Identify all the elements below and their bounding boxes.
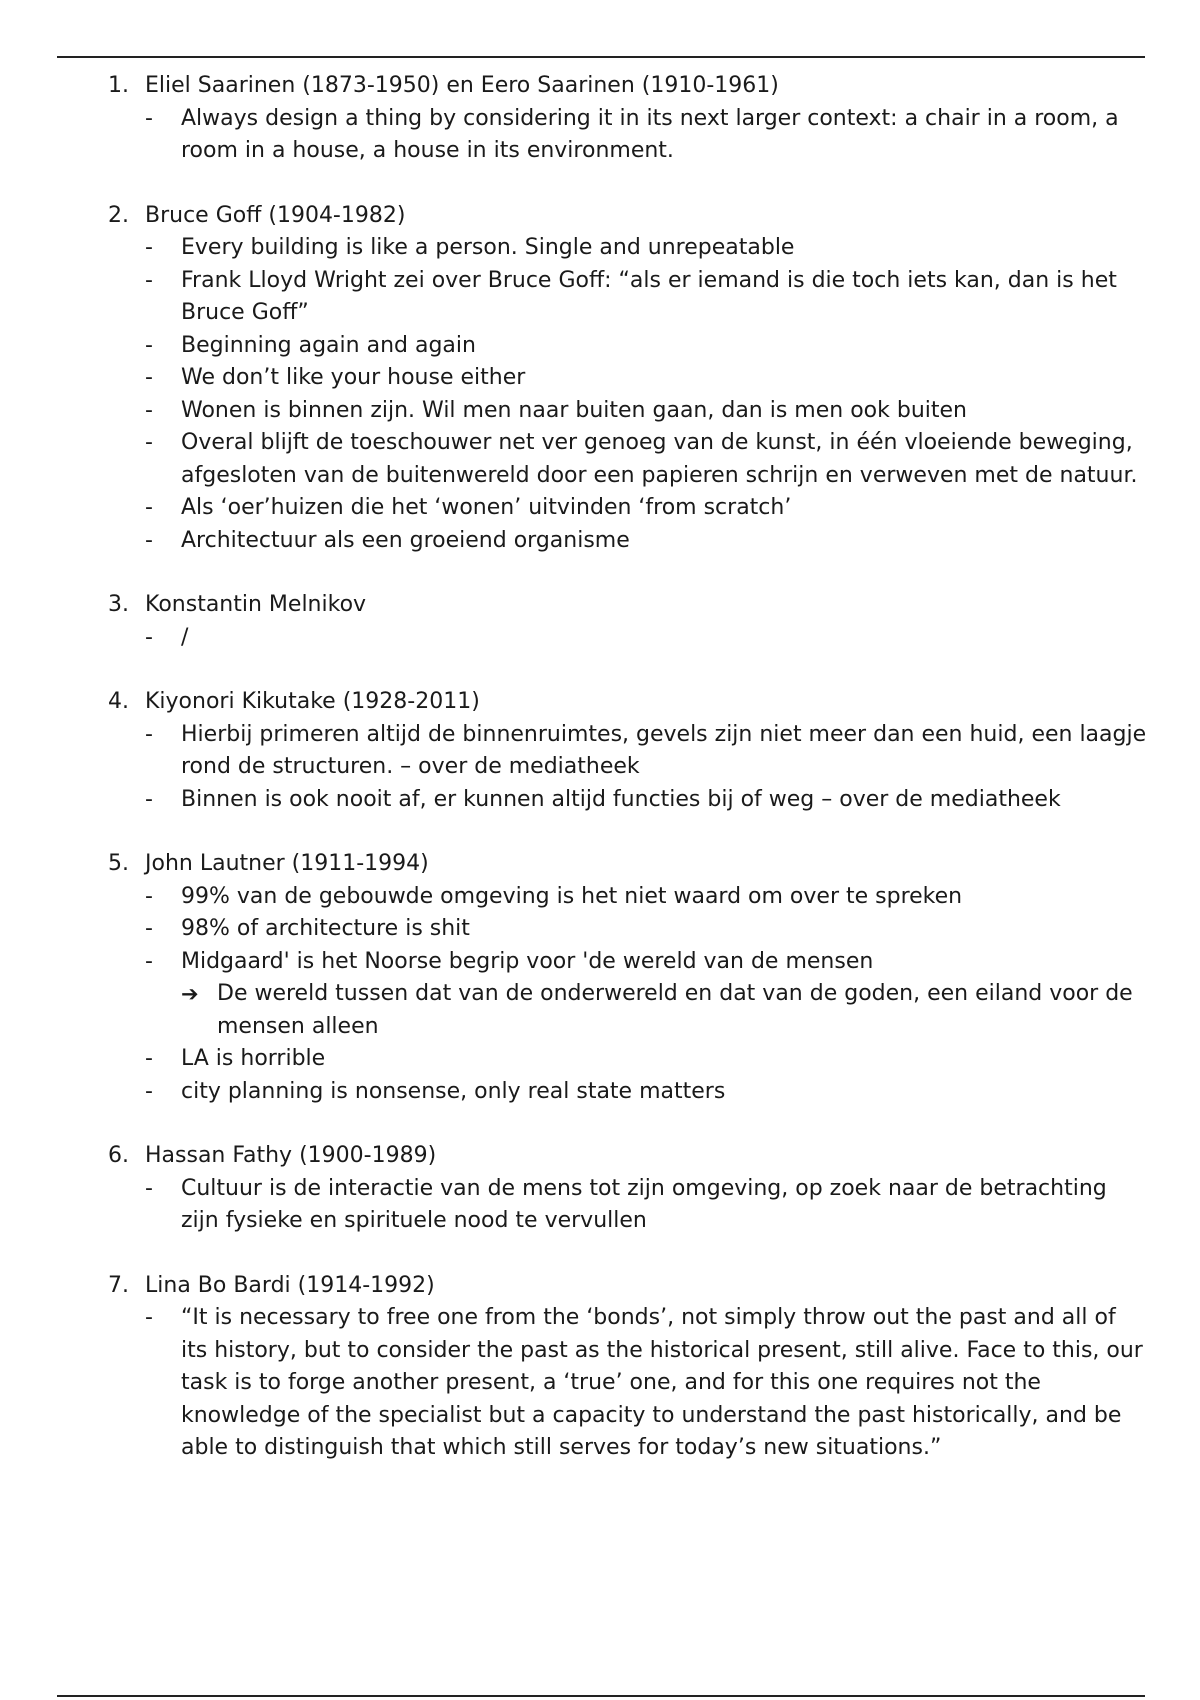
dash-bullet-icon: - [145,397,153,423]
bullet-text: We don’t like your house either [181,365,526,390]
entry-title: Konstantin Melnikov [145,592,367,617]
list-item [108,200,1148,558]
dash-bullet-icon: - [145,527,153,553]
entry-number: 5. [108,851,129,876]
sub-point [181,978,1148,1043]
bullet-point [145,1302,1148,1465]
entry-heading [108,589,1148,622]
dash-bullet-icon: - [145,721,153,747]
bullet-text: 98% of architecture is shit [181,916,470,941]
bullet-list [145,881,1148,1109]
bullet-text: Overal blijft de toeschouwer net ver genoeg van de kunst, in één vloeiende beweging, afgesloten van de buitenwereld door een papieren schrijn en verweven met de natuur. [181,430,1138,488]
bullet-point [145,913,1148,946]
dash-bullet-icon: - [145,1046,153,1071]
list-item [108,1140,1148,1238]
list-item [108,1270,1148,1465]
dash-bullet-icon: - [145,267,153,293]
entry-heading [108,1140,1148,1173]
dash-bullet-icon: - [145,916,153,941]
bullet-point [145,622,1148,655]
bullet-point [145,1043,1148,1076]
bullet-text: Als ‘oer’huizen die het ‘wonen’ uitvinden ‘from scratch’ [181,495,792,520]
bullet-list [145,103,1148,168]
entry-title: Lina Bo Bardi (1914-1992) [145,1272,435,1298]
dash-bullet-icon: - [145,883,153,909]
dash-bullet-icon: - [145,786,153,812]
list-item [108,70,1148,168]
bullet-text: “It is necessary to free one from the ‘bonds’, not simply throw out the past and all of its history, but to consider the past as the historical present, still alive. Face to this, our task is to forge another present, a ‘true’ one, and for this one requires not the knowledge of the specialist but a capacity to understand the past historically, and be able to distinguish that which still serves for today’s new situations.” [181,1305,1143,1460]
bullet-point [145,492,1148,525]
list-item [108,589,1148,654]
bullet-list [145,1173,1148,1238]
bullet-text: LA is horrible [181,1046,326,1071]
bullet-point [145,427,1148,492]
dash-bullet-icon: - [145,235,153,260]
entry-title: Bruce Goff (1904-1982) [145,202,406,228]
bullet-text: / [181,624,189,650]
bullet-point [145,103,1148,168]
bullet-point [145,330,1148,363]
entry-title: Eliel Saarinen (1873-1950) en Eero Saarinen (1910-1961) [145,73,779,98]
bullet-text: Cultuur is de interactie van de mens tot zijn omgeving, op zoek naar de betrachting zijn fysieke en spirituele nood te vervullen [181,1175,1107,1233]
bullet-text: city planning is nonsense, only real state matters [181,1078,726,1104]
bullet-text: Wonen is binnen zijn. Wil men naar buiten gaan, dan is men ook buiten [181,397,967,423]
dash-bullet-icon: - [145,332,153,358]
entry-title: Kiyonori Kikutake (1928-2011) [145,689,480,714]
entry-heading [108,686,1148,719]
list-item [108,848,1148,1108]
dash-bullet-icon: - [145,495,153,520]
bullet-text: Always design a thing by considering it in its next larger context: a chair in a room, a room in a house, a house in its environment. [181,105,1119,163]
bullet-point [145,362,1148,395]
list-item [108,686,1148,816]
entry-number: 7. [108,1272,129,1298]
bullet-point [145,525,1148,558]
bullet-text: Midgaard' is het Noorse begrip voor 'de wereld van de mensen [181,948,874,974]
bullet-text: Frank Lloyd Wright zei over Bruce Goff: “als er iemand is die toch iets kan, dan is het Bruce Goff” [181,267,1117,325]
entry-number: 3. [108,592,129,617]
top-rule [57,56,1145,58]
bullet-point [145,1173,1148,1238]
bullet-text: 99% van de gebouwde omgeving is het niet waard om over te spreken [181,883,963,909]
bullet-point [145,784,1148,817]
entry-heading [108,848,1148,881]
bullet-point [145,1076,1148,1109]
bullet-list [145,232,1148,557]
bullet-point [145,719,1148,784]
bullet-point [145,395,1148,428]
bullet-point [145,265,1148,330]
bullet-point [145,946,1148,979]
entry-number: 2. [108,202,129,228]
entry-title: Hassan Fathy (1900-1989) [145,1143,437,1168]
bullet-text: Architectuur als een groeiend organisme [181,527,630,553]
dash-bullet-icon: - [145,948,153,974]
entry-number: 6. [108,1143,129,1168]
document-body [108,70,1148,1497]
bullet-text: Hierbij primeren altijd de binnenruimtes, gevels zijn niet meer dan een huid, een laagje rond de structuren. – over de mediatheek [181,721,1147,779]
bullet-text: Every building is like a person. Single and unrepeatable [181,235,795,260]
entry-heading [108,70,1148,103]
entry-number: 4. [108,689,129,714]
bullet-text: Beginning again and again [181,332,476,358]
sub-point-text: De wereld tussen dat van de onderwereld en dat van de goden, een eiland voor de mensen alleen [217,981,1133,1039]
bottom-rule [57,1695,1145,1697]
bullet-text: Binnen is ook nooit af, er kunnen altijd functies bij of weg – over de mediatheek [181,786,1061,812]
bullet-list [145,1302,1148,1465]
dash-bullet-icon: - [145,1078,153,1104]
bullet-list [145,719,1148,817]
dash-bullet-icon: - [145,105,153,131]
entry-heading [108,1270,1148,1303]
dash-bullet-icon: - [145,365,153,390]
dash-bullet-icon: - [145,430,153,455]
dash-bullet-icon: - [145,624,153,650]
bullet-point [145,232,1148,265]
bullet-list [145,622,1148,655]
dash-bullet-icon: - [145,1175,153,1201]
bullet-point [145,881,1148,914]
arrow-right-icon: ➔ [181,982,199,1006]
entry-title: John Lautner (1911-1994) [145,851,429,876]
dash-bullet-icon: - [145,1305,153,1330]
entry-number: 1. [108,73,129,98]
entry-heading [108,200,1148,233]
